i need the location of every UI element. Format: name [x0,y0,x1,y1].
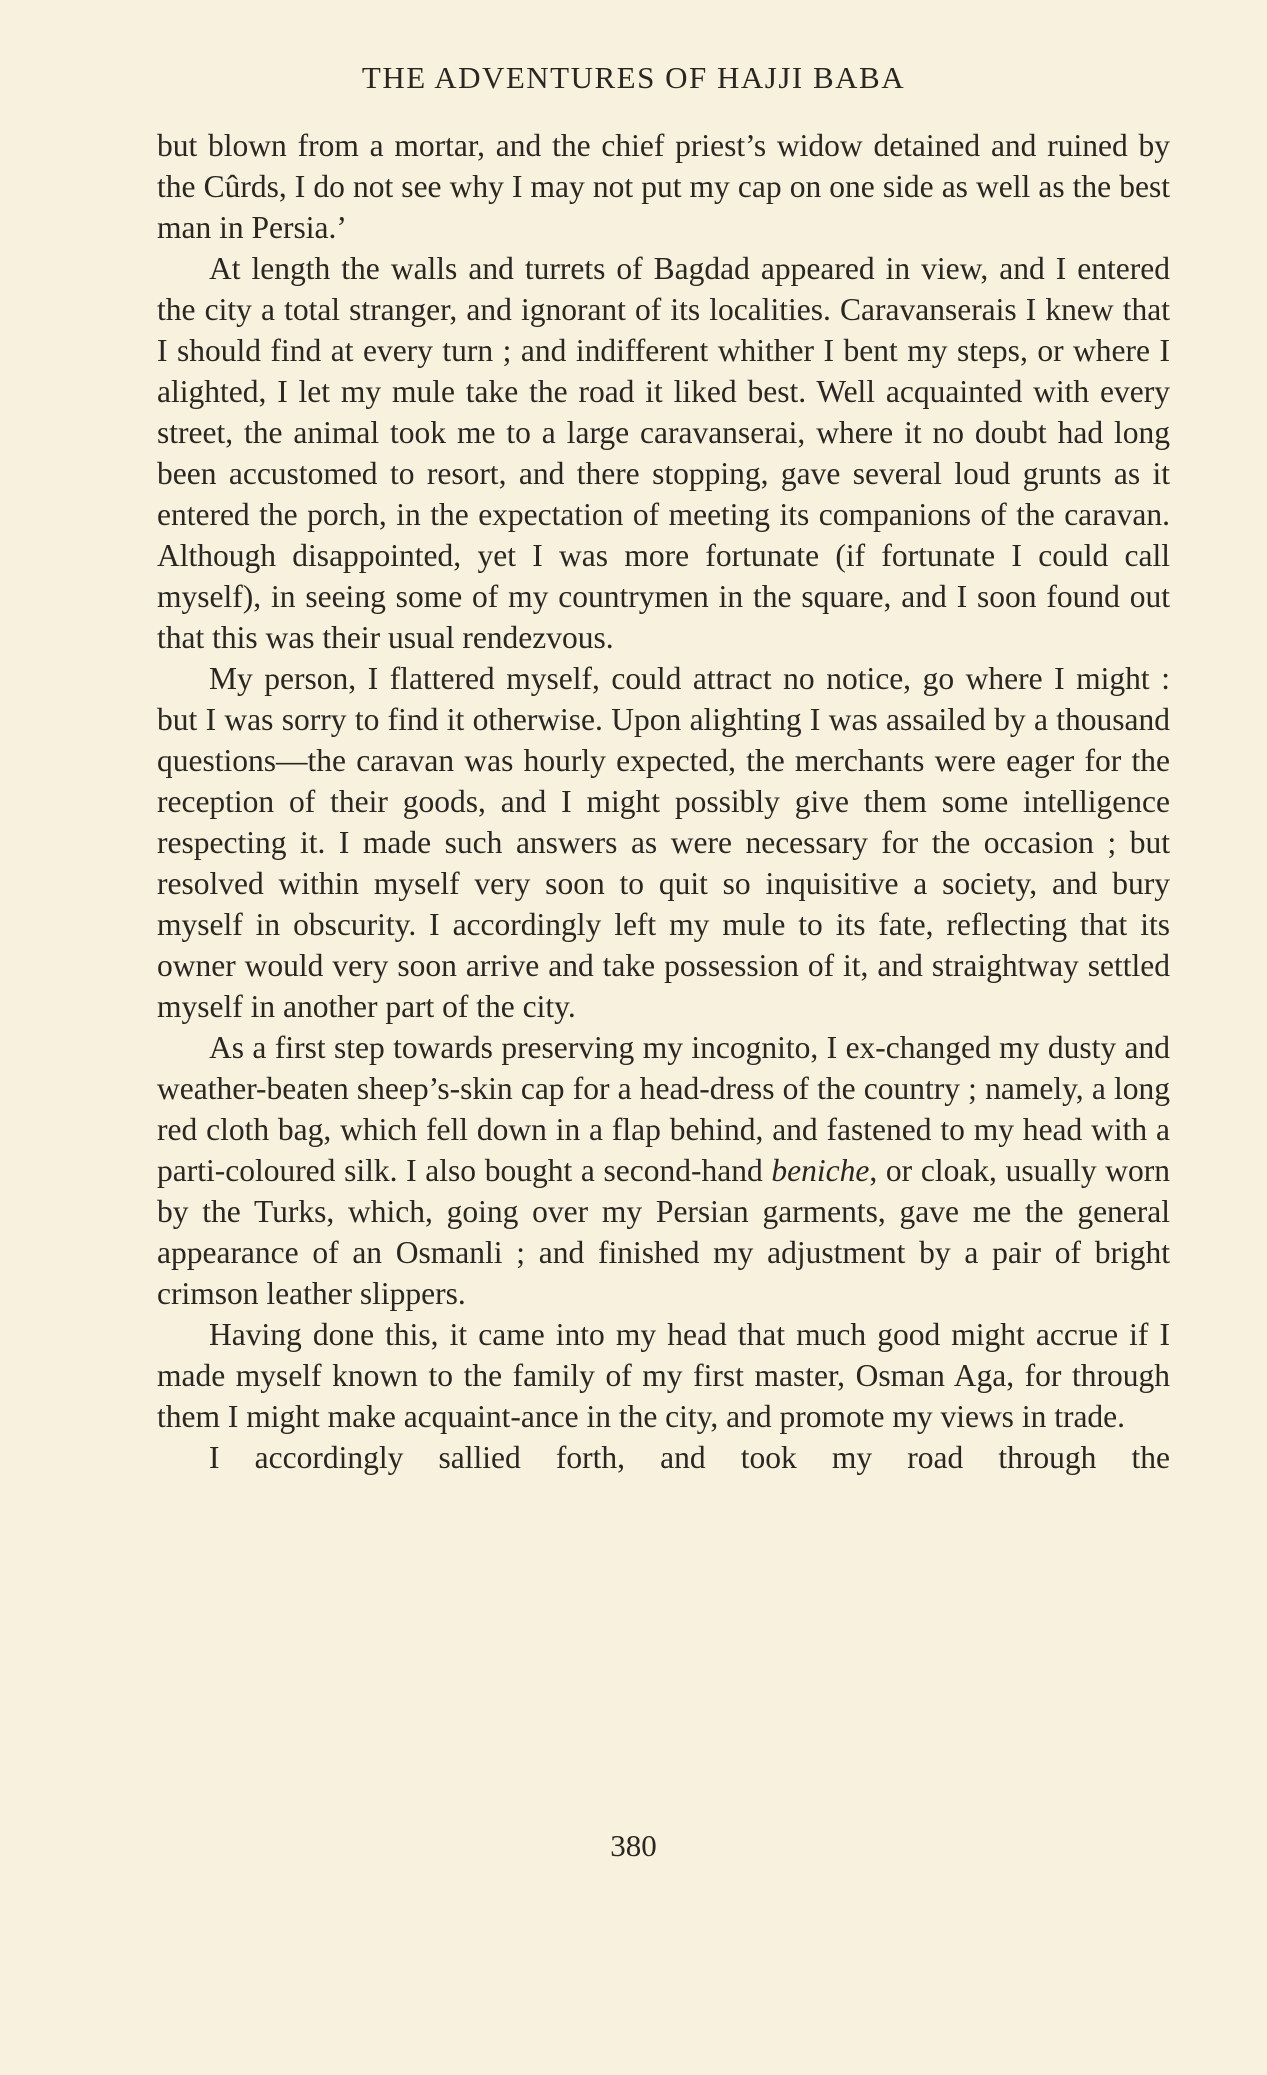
paragraph-sallied-forth: I accordingly sallied forth, and took my road through the [209,1440,1170,1475]
paragraph-disguise-part-1: As a first step towards preserving my incognito, I ex-changed my dusty and weather-beaten sheep’s-skin cap for a head-dress of the country ; namely, a long red cloth bag, which fell down in a flap behind, and fastened to my head with a parti-coloured silk. I also bought a second-hand [157,1030,1170,1188]
paragraph-disguise [157,1027,1170,1314]
paragraph-arrival-bagdad: At length the walls and turrets of Bagdad appeared in view, and I entered the city a total stranger, and ignorant of its localities. Caravanserais I knew that I should find at every turn ; and indifferent whither I bent my steps, or where I alighted, I let my mule take the road it liked best. Well acquainted with every street, the animal took me to a large caravanserai, where it no doubt had long been accustomed to resort, and there stopping, gave several loud grunts as it entered the porch, in the expectation of meeting its companions of the caravan. Although disappointed, yet I was more fortunate (if fortunate I could call myself), in seeing some of my countrymen in the square, and I soon found out that this was their usual rendezvous. [157,251,1170,655]
paragraph-disguise-part-2: , or cloak, usually worn by the Turks, which, going over my Persian garments, gave me the general appearance of an Osmanli ; and finished my adjustment by a pair of bright crimson leather slippers. [157,1153,1170,1311]
page-number: 380 [610,1828,657,1863]
body-text [157,125,1170,1478]
italic-term-beniche: beniche [771,1153,870,1188]
running-title: THE ADVENTURES OF HAJJI BABA [361,60,906,95]
paragraph-questions: My person, I flattered myself, could attract no notice, go where I might : but I was sorry to find it otherwise. Upon alighting I was assailed by a thousand questions—the caravan was hourly expected, the merchants were eager for the reception of their goods, and I might possibly give them some intelligence respecting it. I made such answers as were necessary for the occasion ; but resolved within myself very soon to quit so inquisitive a society, and bury myself in obscurity. I accordingly left my mule to its fate, reflecting that its owner would very soon arrive and take possession of it, and straightway settled myself in another part of the city. [157,661,1170,1024]
paragraph-continuation: but blown from a mortar, and the chief priest’s widow detained and ruined by the Cûrds, I do not see why I may not put my cap on one side as well as the best man in Persia.’ [157,128,1170,245]
paragraph-osman-aga: Having done this, it came into my head that much good might accrue if I made myself known to the family of my first master, Osman Aga, for through them I might make acquaint-ance in the city, and promote my views in trade. [157,1317,1170,1434]
